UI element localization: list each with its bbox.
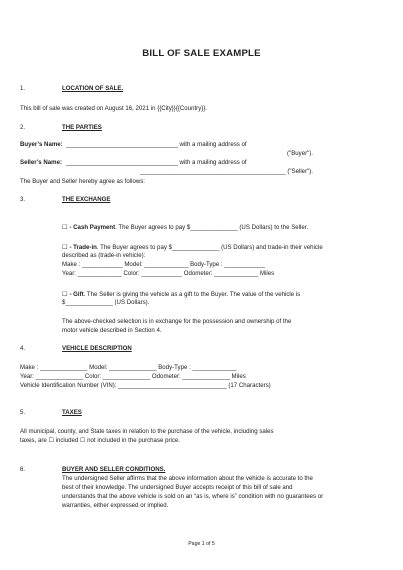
section-1-text: This bill of sale was created on August 16, 2021 in {{City}}{{Country}}. [20,105,207,112]
seller-address-line: ___________________________________________ ("Seller"). [139,168,313,175]
cash-checkbox[interactable]: ☐ [62,223,68,231]
taxes-text-2: taxes, are ☐ included ☐ not included in the purchase price. [20,437,180,444]
trade-in-text: . The Buyer agrees to pay $______________ (US Dollars) and trade-in their vehicle [96,244,323,251]
buyer-name-label: Buyer’s Name: [20,141,63,148]
section-2-number: 2. [20,124,26,131]
section-5-heading: TAXES [62,409,82,416]
agreement-text: The Buyer and Seller hereby agree as follows: [20,178,145,185]
section-4-heading: VEHICLE DESCRIPTION [62,345,132,352]
exchange-note-1: The above-checked selection is in exchange for the possession and ownership of the [62,318,292,325]
trade-in-description: described as (trade-in vehicle): [62,252,146,259]
exchange-note-2: motor vehicle described in Section 4. [62,327,162,334]
section-3-number: 3. [20,196,26,203]
buyer-name-line: _________________________________ with a mailing address of [66,141,247,148]
seller-name-label: Seller’s Name: [20,159,63,166]
seller-name-line: _________________________________ with a mailing address of [66,159,247,166]
vehicle-line-1: Make : ______________ Model: ______________ Body-Type : _____________ [20,364,237,371]
section-6-number: 6. [20,466,26,473]
trade-in-checkbox[interactable]: ☐ [62,243,68,251]
taxes-text-1: All municipal, county, and State taxes in relation to the purchase of the vehicle, including sales [20,428,274,435]
trade-in-line-2: Year: _____________ Color: ____________ Odometer: _____________ Miles [62,270,275,277]
trade-in-line-1: Make : ____________ Model: _____________ Body-Type : ____________ [62,261,265,268]
section-5-number: 5. [20,409,26,416]
buyer-tag: ("Buyer"). [287,150,313,157]
gift-checkbox[interactable]: ☐ [62,290,68,298]
conditions-line: best of their knowledge. The undersigned Buyer accepts receipt of this bill of sale and [62,484,293,491]
conditions-line: understands that the above vehicle is sold on an “as is, where is” condition with no guarantees or [62,493,324,500]
trade-in-label: - Trade-in [69,244,97,251]
vehicle-line-2: Year: ______________ Color: ______________ Odometer: ______________ Miles [20,373,246,380]
section-2-heading: THE PARTIES [62,124,102,131]
vehicle-vin-line: Vehicle Identification Number (VIN): ________________________________ (17 Characters) [20,382,271,389]
cash-text: . The Buyer agrees to pay $______________ (US Dollars) to the Seller. [115,224,309,231]
section-3-heading: THE EXCHANGE [62,196,111,203]
page-number: Page 1 of 5 [188,541,215,547]
section-6-heading: BUYER AND SELLER CONDITIONS. [62,466,166,473]
conditions-line: The undersigned Seller affirms that the above information about the vehicle is accurate to the [62,475,313,482]
cash-label: - Cash Payment [69,224,116,231]
section-4-number: 4. [20,345,26,352]
cash-payment-option [62,223,308,233]
gift-text: . The Seller is giving the vehicle as a gift to the Buyer. The value of the vehicle is [83,291,301,298]
document-title: BILL OF SALE EXAMPLE [142,48,261,59]
gift-label: - Gift [69,291,84,298]
gift-value-line: $______________ (US Dollars). [62,299,150,306]
section-1-number: 1. [20,85,26,92]
conditions-line: warranties, either expressed or implied. [62,502,169,509]
section-1-heading: LOCATION OF SALE. [62,85,124,92]
